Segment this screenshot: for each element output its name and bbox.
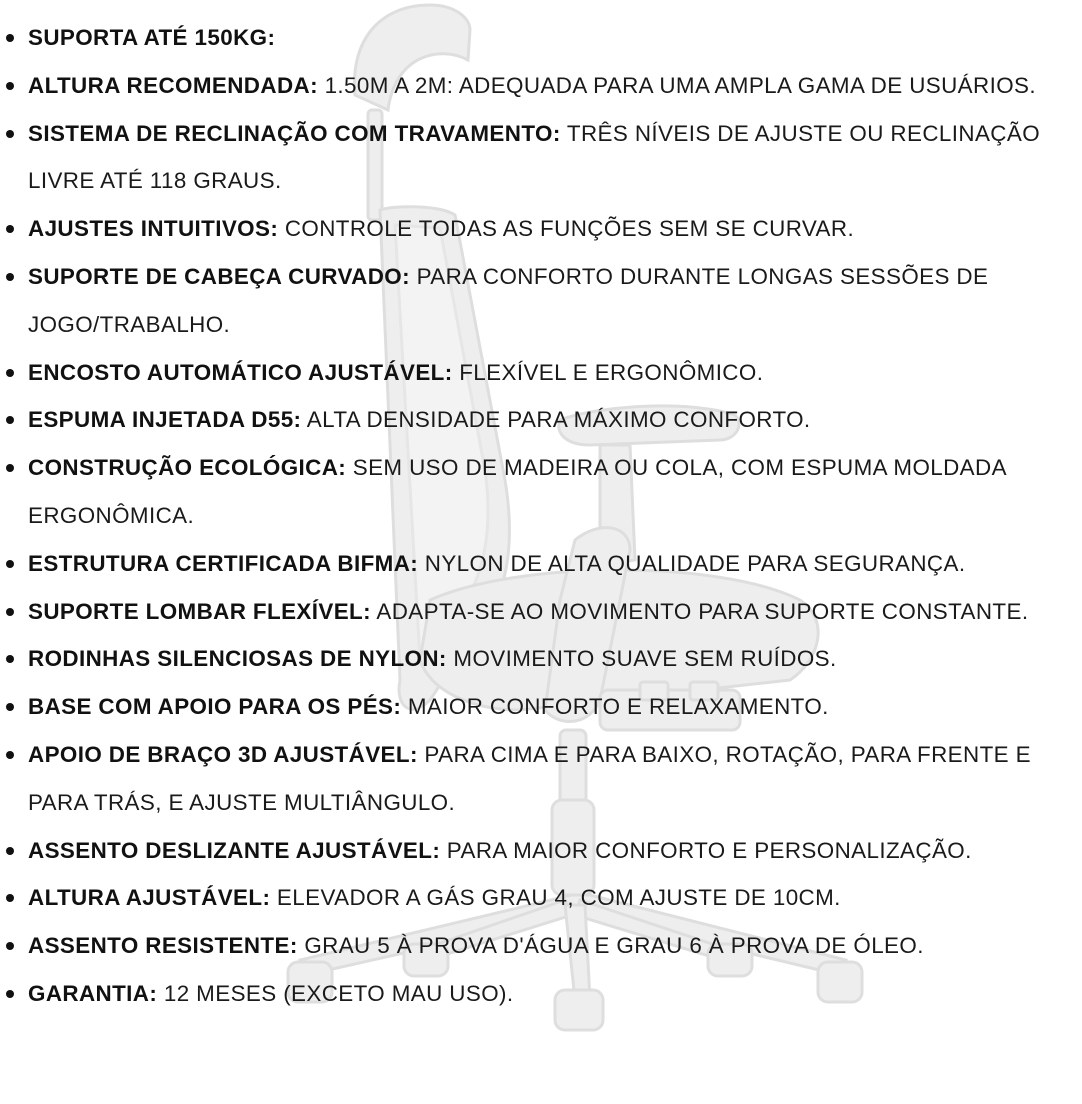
feature-label: SUPORTE LOMBAR FLEXÍVEL: [28,598,371,624]
feature-text: TRÊS NÍVEIS DE AJUSTE OU RECLINAÇÃO LIVRE ATÉ 118 GRAUS. [28,120,1041,194]
feature-list [28,14,1078,1018]
feature-text: ELEVADOR A GÁS GRAU 4, COM AJUSTE DE 10CM. [270,885,841,911]
feature-text: SEM USO DE MADEIRA OU COLA, COM ESPUMA MOLDADA ERGONÔMICA. [28,455,1006,528]
feature-label: ESTRUTURA CERTIFICADA BIFMA: [28,550,419,576]
feature-text: ALTA DENSIDADE PARA MÁXIMO CONFORTO. [301,407,811,433]
feature-label: ENCOSTO AUTOMÁTICO AJUSTÁVEL: [28,359,453,385]
list-item [28,827,1078,875]
feature-text: ADAPTA-SE AO MOVIMENTO PARA SUPORTE CONSTANTE. [370,598,1029,624]
list-item [28,205,1078,253]
feature-text: PARA CONFORTO DURANTE LONGAS SESSÕES DE JOGO/TRABALHO. [28,263,989,337]
feature-label: ASSENTO DESLIZANTE AJUSTÁVEL: [28,837,441,863]
feature-text: 12 MESES (EXCETO MAU USO). [157,980,514,1006]
feature-label: ASSENTO RESISTENTE: [28,933,298,959]
list-item [28,110,1078,206]
feature-text: 1.50M A 2M: ADEQUADA PARA UMA AMPLA GAMA DE USUÁRIOS. [317,72,1036,98]
list-item [28,444,1078,540]
list-item [28,253,1078,349]
feature-label: ALTURA AJUSTÁVEL: [28,885,271,911]
feature-label: APOIO DE BRAÇO 3D AJUSTÁVEL: [28,741,418,767]
feature-label: RODINHAS SILENCIOSAS DE NYLON: [28,646,447,672]
feature-label: AJUSTES INTUITIVOS: [28,216,279,242]
feature-label: SUPORTE DE CABEÇA CURVADO: [28,263,410,289]
feature-text: MAIOR CONFORTO E RELAXAMENTO. [401,694,829,720]
list-item [28,14,1078,62]
list-item [28,922,1078,970]
list-item [28,349,1078,397]
list-item [28,970,1078,1018]
feature-text: FLEXÍVEL E ERGONÔMICO. [452,359,764,385]
feature-text: CONTROLE TODAS AS FUNÇÕES SEM SE CURVAR. [278,216,855,242]
feature-label: BASE COM APOIO PARA OS PÉS: [28,694,402,720]
feature-text: MOVIMENTO SUAVE SEM RUÍDOS. [446,646,837,672]
list-item [28,588,1078,636]
list-item [28,635,1078,683]
feature-text: PARA MAIOR CONFORTO E PERSONALIZAÇÃO. [440,837,972,863]
feature-label: GARANTIA: [28,980,158,1006]
list-item [28,540,1078,588]
list-item [28,62,1078,110]
feature-text: GRAU 5 À PROVA D'ÁGUA E GRAU 6 À PROVA DE ÓLEO. [297,933,924,959]
feature-text: PARA CIMA E PARA BAIXO, ROTAÇÃO, PARA FRENTE E PARA TRÁS, E AJUSTE MULTIÂNGULO. [28,741,1031,815]
feature-label: ESPUMA INJETADA D55: [28,407,302,433]
feature-label: SISTEMA DE RECLINAÇÃO COM TRAVAMENTO: [28,120,561,146]
feature-label: CONSTRUÇÃO ECOLÓGICA: [28,455,347,481]
list-item [28,874,1078,922]
list-item [28,731,1078,827]
feature-label: SUPORTA ATÉ 150KG: [28,25,276,50]
feature-text: NYLON DE ALTA QUALIDADE PARA SEGURANÇA. [418,550,966,576]
list-item [28,396,1078,444]
feature-label: ALTURA RECOMENDADA: [28,72,318,98]
list-item [28,683,1078,731]
